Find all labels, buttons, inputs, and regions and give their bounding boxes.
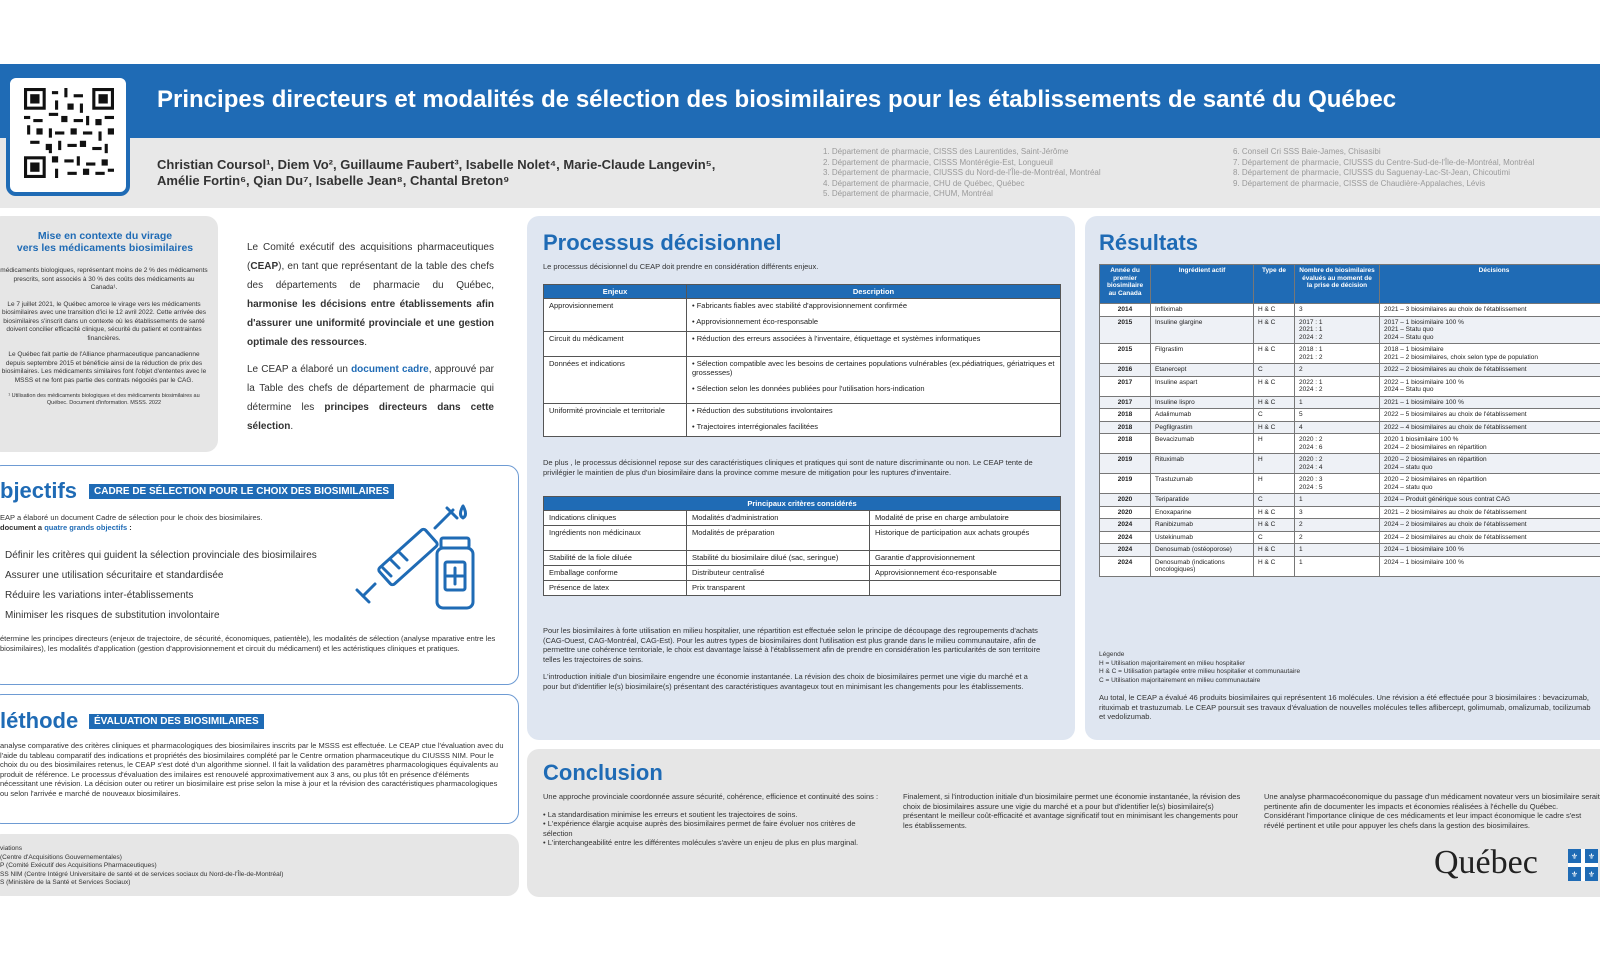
legend-item: Légende: [1099, 651, 1125, 658]
table-row: [1100, 506, 1600, 519]
affiliation: 1. Département de pharmacie, CISSS des Laurentides, Saint-Jérôme: [823, 147, 1069, 156]
intro-text-i: .: [290, 421, 294, 432]
objectif-item: Minimiser les risques de substitution involontaire: [5, 610, 220, 621]
decision-cell: 2020 1 biosimilaire 100 % 2024 – 2 biosimilaires en répartition: [1380, 434, 1600, 454]
table-row: [544, 566, 1061, 581]
ingredient-cell: Filgrastim: [1151, 344, 1254, 364]
decision-cell: 2021 – 3 biosimilaires au choix de l'établissement: [1380, 304, 1600, 317]
enjeu-cell: Approvisionnement: [544, 299, 687, 332]
processus-bottom-para-2: L'introduction initiale d'un biosimilaire engendre une économie instantanée. La révision des choix de biosimilaires permet une vigie du marché et a pour but d'identifier le(s) biosimilaire(s) présentant des caractéristiques avantageux tout en minimisant les changements pour les établissements.: [543, 672, 1028, 691]
conclusion-intro: Une approche provinciale coordonnée assure sécurité, cohérence, efficience et continuité des soins :: [543, 792, 879, 801]
decision-cell: 2022 – 2 biosimilaires au choix de l'établissement: [1380, 364, 1600, 377]
criteres-header: Principaux critères considérés: [544, 497, 1061, 511]
count-cell: 4: [1295, 421, 1380, 434]
critere-cell: Approvisionnement éco-responsable: [870, 566, 1061, 581]
decision-cell: 2022 – 1 biosimilaire 100 % 2024 – Statu quo: [1380, 376, 1600, 396]
abbreviations-list: [0, 845, 505, 888]
col-header-annee: Année du premier biosimilaire au Canada: [1100, 265, 1151, 304]
ingredient-cell: Insuline lispro: [1151, 396, 1254, 409]
affiliation: 2. Département de pharmacie, CISSS Montérégie-Est, Longueuil: [823, 157, 1053, 167]
decision-cell: 2018 – 1 biosimilaire 2021 – 2 biosimilaires, choix selon type de population: [1380, 344, 1600, 364]
table-row: [1100, 421, 1600, 434]
type-cell: H: [1254, 454, 1295, 474]
abbreviation-item: viations: [0, 845, 23, 852]
table-row: [544, 581, 1061, 596]
intro-text-f: Le CEAP a élaboré un: [247, 364, 352, 375]
table-row: [1100, 544, 1600, 557]
col-header-nombre: Nombre de biosimilaires évalués au moment de la prise de décision: [1295, 265, 1380, 304]
methode-title: léthode: [0, 708, 79, 733]
decision-cell: 2021 – 2 biosimilaires au choix de l'établissement: [1380, 506, 1600, 519]
objectifs-list: [5, 546, 317, 626]
type-cell: H & C: [1254, 396, 1295, 409]
table-row: [544, 357, 1061, 404]
table-row: [1100, 316, 1600, 344]
critere-cell: Garantie d'approvisionnement: [870, 551, 1061, 566]
year-cell: 2020: [1100, 506, 1151, 519]
description-line: • Sélection selon les données publiées pour l'utilisation hors-indication: [692, 384, 925, 393]
type-cell: H & C: [1254, 506, 1295, 519]
resultats-body: [1100, 304, 1600, 577]
conclusion-col-3: Une analyse pharmacoéconomique du passage d'un médicament novateur vers un biosimilaire serait pertinente afin de documenter les impacts et économies réalisées à l'échelle du Québec. Considérant l'importance clinique de ces médicaments et leur impact économique le cadre s'est révélé pertinent et utile pour appuyer les chefs dans la gestion des biosimilaires.: [1264, 792, 1600, 830]
intro-para-1: [247, 238, 494, 352]
critere-cell: Modalité de prise en charge ambulatoire: [870, 511, 1061, 526]
affiliation: 5. Département de pharmacie, CHUM, Montréal: [823, 189, 993, 198]
critere-cell: Historique de participation aux achats groupés: [870, 526, 1061, 551]
year-cell: 2020: [1100, 494, 1151, 507]
table-row: [1100, 519, 1600, 532]
resultats-title: Résultats: [1099, 230, 1199, 255]
criteres-table: [543, 496, 1061, 596]
conclusion-bullet: • La standardisation minimise les erreurs et soutient les trajectoires de soins.: [543, 809, 798, 819]
context-para-2: Le 7 juillet 2021, le Québec amorce le virage vers les médicaments biosimilaires avec une transition d'ici le 12 avril 2022. Cette arrivée des biosimilaires s'inscrit dans un contexte où les établissements de santé doivent concilier efficacité clinique, sécurité du patient et contraintes financières.: [2, 300, 206, 342]
methode-text: analyse comparative des critères cliniques et pharmacologiques des biosimilaires inscrits par le MSSS est effectuée. Le CEAP ctue l'évaluation avec du l'aide du tableau comparatif des indications et propriétés des biosimilaires complété par le Centre ormation pharmaceutique du CIUSSS NIM. Pour le choix du ou des biosimilaires retenus, le CEAP s'est doté d'un algorithme sionnel. Il fait la validation des paramètres pharmacologiques équivalents au produit de référence. Le processus d'évaluation des imilaires est renouvelé approximativement aux 3 ans, ou plus tôt en présence d'éléments nécessitant une révision. La décision outer ou retirer un biosimilaire est prise selon la mise à jour et la révision des caractéristiques pharmacologiques ou selon l'arrivée e marché de nouveaux biosimilaires.: [0, 741, 504, 798]
resultats-summary: Au total, le CEAP a évalué 46 produits biosimilaires qui représentent 16 molécules. Une révision a été effectuée pour 3 biosimilaires : bevacizumab, rituximab et trastuzumab. Le CEAP poursuit ses travaux d'évaluation de nouvelles molécules telles aflibercept, golimumab, omalizumab, tocilizumab et vedolizumab.: [1099, 693, 1591, 722]
enjeu-cell: Circuit du médicament: [544, 332, 687, 357]
table-row: [1100, 474, 1600, 494]
year-cell: 2019: [1100, 474, 1151, 494]
count-cell: 1: [1295, 494, 1380, 507]
count-cell: 1: [1295, 544, 1380, 557]
description-line: • Sélection compatible avec les besoins de certaines populations vulnérables (ex.pédiatriques, gériatriques et grossesses): [692, 359, 1055, 377]
count-cell: 2017 : 1 2021 : 1 2024 : 2: [1295, 316, 1380, 344]
decision-cell: 2020 – 2 biosimilaires en répartition 2024 – statu quo: [1380, 474, 1600, 494]
table-row: [544, 526, 1061, 551]
type-cell: H & C: [1254, 519, 1295, 532]
year-cell: 2018: [1100, 409, 1151, 422]
enjeux-header: Enjeux: [544, 285, 687, 299]
table-row: [1100, 304, 1600, 317]
count-cell: 5: [1295, 409, 1380, 422]
legend-item: C = Utilisation majoritairement en milieu communautaire: [1099, 676, 1261, 684]
ingredient-cell: Insuline glargine: [1151, 316, 1254, 344]
decision-cell: 2022 – 5 biosimilaires au choix de l'établissement: [1380, 409, 1600, 422]
ingredient-cell: Teriparatide: [1151, 494, 1254, 507]
year-cell: 2017: [1100, 376, 1151, 396]
context-para-3: Le Québec fait partie de l'Alliance pharmaceutique pancanadienne depuis septembre 2015 et bénéficie ainsi de la réduction de prix des biosimilaires. Les médicaments similaires font l'objet d'ententes avec le MSSS et ne font pas partie des contrats négociés par le CAG.: [1, 351, 207, 384]
type-cell: H & C: [1254, 316, 1295, 344]
type-cell: H & C: [1254, 376, 1295, 396]
year-cell: 2015: [1100, 316, 1151, 344]
description-cell: [687, 357, 1061, 404]
description-line: • Approvisionnement éco-responsable: [692, 317, 819, 326]
enjeu-cell: Données et indications: [544, 357, 687, 404]
objectifs-line-2b: quatre grands objectifs: [44, 522, 128, 532]
year-cell: 2024: [1100, 531, 1151, 544]
qr-code-frame[interactable]: [6, 74, 130, 196]
quebec-logo-wordmark: Québec: [1434, 844, 1538, 881]
type-cell: C: [1254, 364, 1295, 377]
year-cell: 2015: [1100, 344, 1151, 364]
poster-title: Principes directeurs et modalités de sélection des biosimilaires pour les établissements de santé du Québec: [157, 86, 1397, 113]
table-row: [1100, 556, 1600, 576]
affiliation: 9. Département de pharmacie, CISSS de Chaudière-Appalaches, Lévis: [1233, 178, 1486, 188]
description-line: • Réduction des substitutions involontaires: [692, 406, 833, 415]
context-body: [0, 267, 208, 407]
decision-cell: 2024 – 2 biosimilaires au choix de l'établissement: [1380, 531, 1600, 544]
table-row: [1100, 494, 1600, 507]
intro-text-a: Le Comité exécutif des acquisitions pharmaceutiques (: [247, 242, 494, 272]
legend-item: H = Utilisation majoritairement en milieu hospitalier: [1099, 659, 1246, 667]
objectifs-intro: [0, 513, 340, 532]
table-row: [544, 332, 1061, 357]
count-cell: 3: [1295, 304, 1380, 317]
conclusion-col-2: Finalement, si l'introduction initiale d'un biosimilaire permet une économie instantanée, la révision des choix de biosimilaires assure une vigie du marché et a pour but d'identifier le(s) biosimilaire(s) présentant le meilleur coût-efficacité et avantage significatif tout en minimisant les changements pour les établissements.: [903, 792, 1241, 830]
critere-cell: Indications cliniques: [544, 511, 687, 526]
abbreviation-item: (Centre d'Acquisitions Gouvernementales): [0, 853, 122, 861]
objectifs-line-2c: :: [127, 522, 132, 532]
ingredient-cell: Enoxaparine: [1151, 506, 1254, 519]
intro-text-b: CEAP: [250, 261, 279, 272]
ingredient-cell: Trastuzumab: [1151, 474, 1254, 494]
count-cell: 2018 : 1 2021 : 2: [1295, 344, 1380, 364]
table-row: [1100, 409, 1600, 422]
abbreviation-item: SS NIM (Centre Intégré Universitaire de santé et de services sociaux du Nord-de-l'Île-de-Montréal): [0, 870, 284, 878]
ingredient-cell: Adalimumab: [1151, 409, 1254, 422]
context-title: [0, 230, 210, 254]
table-row: [544, 299, 1061, 332]
objectif-item: Réduire les variations inter-établissements: [5, 590, 194, 601]
description-cell: [687, 299, 1061, 332]
table-row: [1100, 434, 1600, 454]
conclusion-bullet: • L'interchangeabilité entre les différentes molécules s'avère un enjeu de plus en plus marginal.: [543, 838, 859, 848]
count-cell: 2022 : 1 2024 : 2: [1295, 376, 1380, 396]
enjeux-table: [543, 284, 1061, 437]
year-cell: 2016: [1100, 364, 1151, 377]
count-cell: 2020 : 3 2024 : 5: [1295, 474, 1380, 494]
conclusion-col-1: [543, 792, 885, 848]
type-cell: H & C: [1254, 344, 1295, 364]
authors-line-1: Christian Coursol¹, Diem Vo², Guillaume Faubert³, Isabelle Nolet⁴, Marie-Claude Langevin⁵,: [157, 157, 716, 172]
critere-cell: Distributeur centralisé: [687, 566, 870, 581]
count-cell: 3: [1295, 506, 1380, 519]
ingredient-cell: Ustekinumab: [1151, 531, 1254, 544]
legend-item: H & C = Utilisation partagée entre milieu hospitalier et communautaire: [1099, 668, 1301, 675]
intro-text-d: harmonise les décisions entre établissements afin d'assurer une uniformité provinciale et une gestion optimale des ressources: [247, 299, 494, 348]
type-cell: H & C: [1254, 544, 1295, 557]
type-cell: C: [1254, 531, 1295, 544]
table-row: [544, 551, 1061, 566]
description-header: Description: [687, 285, 1061, 299]
critere-cell: Stabilité du biosimilaire dilué (sac, seringue): [687, 551, 870, 566]
intro-text-h: principes directeurs dans cette sélection: [247, 402, 494, 432]
conclusion-title: Conclusion: [543, 760, 663, 785]
intro-text-g: , approuvé par la Table des chefs de département de pharmacie qui détermine les: [247, 364, 494, 413]
svg-text:⚜: ⚜: [1570, 852, 1579, 861]
decision-cell: 2024 – 2 biosimilaires au choix de l'établissement: [1380, 519, 1600, 532]
methode-badge: ÉVALUATION DES BIOSIMILAIRES: [89, 714, 264, 729]
critere-cell: Stabilité de la fiole diluée: [544, 551, 687, 566]
count-cell: 2020 : 2 2024 : 4: [1295, 454, 1380, 474]
authors: [157, 157, 715, 189]
ingredient-cell: Etanercept: [1151, 364, 1254, 377]
critere-cell: Ingrédients non médicinaux: [544, 526, 687, 551]
abbreviation-item: P (Comité Exécutif des Acquisitions Pharmaceutiques): [0, 862, 157, 869]
intro-text-c: ), en tant que représentant de la table des chefs des départements de pharmacie du Québec,: [247, 261, 494, 291]
objectif-item: Définir les critères qui guident la sélection provinciale des biosimilaires: [5, 550, 317, 561]
year-cell: 2014: [1100, 304, 1151, 317]
ingredient-cell: Denosumab (ostéoporose): [1151, 544, 1254, 557]
col-header-decisions: Décisions: [1380, 265, 1600, 304]
decision-cell: 2021 – 1 biosimilaire 100 %: [1380, 396, 1600, 409]
authors-line-2: Amélie Fortin⁶, Qian Du⁷, Isabelle Jean⁸, Chantal Breton⁹: [157, 173, 510, 188]
ingredient-cell: Ranibizumab: [1151, 519, 1254, 532]
ingredient-cell: Bevacizumab: [1151, 434, 1254, 454]
decision-cell: 2022 – 4 biosimilaires au choix de l'établissement: [1380, 421, 1600, 434]
objectifs-badge: CADRE DE SÉLECTION POUR LE CHOIX DES BIOSIMILAIRES: [89, 484, 394, 499]
table-row: [544, 404, 1061, 437]
context-title-line-1: Mise en contexte du virage: [37, 230, 173, 242]
resultats-header-row: [1100, 265, 1600, 304]
year-cell: 2024: [1100, 556, 1151, 576]
ingredient-cell: Infliximab: [1151, 304, 1254, 317]
affiliation: 8. Département de pharmacie, CIUSSS du Saguenay-Lac-St-Jean, Chicoutimi: [1233, 168, 1511, 177]
intro-text-e: .: [364, 337, 368, 348]
criteres-header-row: [544, 497, 1061, 511]
description-cell: [687, 404, 1061, 437]
quebec-flag-icon: [1568, 849, 1598, 881]
critere-cell: [870, 581, 1061, 596]
processus-bottom-para-1: Pour les biosimilaires à forte utilisation en milieu hospitalier, une répartition est effectuée selon le principe de découpage des regroupements d'achats (CAG-Ouest, CAG-Montréal, CAG-Est). Pour les autres types de biosimilaires dont l'utilisation est plus grande dans le milieu communautaire, afin de permettre une cohérence territoriale, le choix est davantage laissé à l'établissement afin de prendre en considération les particularités de son territoire telles les trajectoires de soins.: [543, 626, 1041, 664]
processus-mid-text: De plus , le processus décisionnel repose sur des caractéristiques cliniques et pratiques qui sont de nature discriminante ou non. Le CEAP tente de privilégier le maintien de plus d'un biosimilaire dans la province comme mesure de mitigation pour les ruptures d'inventaire.: [543, 458, 1033, 477]
processus-intro: Le processus décisionnel du CEAP doit prendre en considération différents enjeux.: [543, 262, 819, 271]
objectifs-line-1: EAP a élaboré un document Cadre de sélection pour le choix des biosimilaires.: [0, 513, 263, 522]
objectifs-footer: étermine les principes directeurs (enjeux de trajectoire, de sécurité, économiques, patientèle), les modalités de sélection (analyse mparative entre les biosimilaires), les modalités d'application (gestion d'approvisionnement et circuit du médicament) et les actéristiques cliniques et pratiques.: [0, 634, 496, 653]
intro-para-2: [247, 360, 494, 436]
qr-code-icon: [24, 88, 114, 178]
affiliation: 6. Conseil Cri SSS Baie-James, Chisasibi: [1233, 147, 1381, 156]
context-title-line-2: vers les médicaments biosimilaires: [16, 242, 194, 254]
abbreviation-item: S (Ministère de la Santé et Services Sociaux): [0, 879, 131, 886]
table-row: [1100, 531, 1600, 544]
table-row: [1100, 396, 1600, 409]
table-row: [544, 511, 1061, 526]
type-cell: C: [1254, 494, 1295, 507]
affiliation: 7. Département de pharmacie, CIUSSS du Centre-Sud-de-l'Île-de-Montréal, Montréal: [1233, 157, 1535, 167]
svg-text:⚜: ⚜: [1587, 870, 1596, 879]
decision-cell: 2017 – 1 biosimilaire 100 % 2021 – Statu quo 2024 – Statu quo: [1380, 316, 1600, 344]
description-line: • Réduction des erreurs associées à l'inventaire, étiquettage et systèmes informatiques: [692, 334, 981, 343]
type-cell: H: [1254, 434, 1295, 454]
affiliation: 3. Département de pharmacie, CIUSSS du Nord-de-l'Île-de-Montréal, Montréal: [823, 168, 1101, 177]
year-cell: 2018: [1100, 434, 1151, 454]
type-cell: H: [1254, 474, 1295, 494]
document-cadre-link[interactable]: document cadre: [351, 364, 429, 375]
affiliations-right: [1233, 147, 1534, 189]
type-cell: H & C: [1254, 556, 1295, 576]
ingredient-cell: Denosumab (indications oncologiques): [1151, 556, 1254, 576]
decision-cell: 2024 – 1 biosimilaire 100 %: [1380, 544, 1600, 557]
critere-cell: Présence de latex: [544, 581, 687, 596]
col-header-ingredient: Ingrédient actif: [1151, 265, 1254, 304]
ingredient-cell: Rituximab: [1151, 454, 1254, 474]
processus-bottom-text: [543, 626, 1043, 692]
decision-cell: 2024 – 1 biosimilaire 100 %: [1380, 556, 1600, 576]
count-cell: 2020 : 2 2024 : 6: [1295, 434, 1380, 454]
description-line: • Fabricants fiables avec stabilité d'approvisionnement confirmée: [692, 301, 907, 310]
type-cell: C: [1254, 409, 1295, 422]
year-cell: 2024: [1100, 519, 1151, 532]
type-cell: H & C: [1254, 421, 1295, 434]
svg-text:⚜: ⚜: [1570, 870, 1579, 879]
type-cell: H & C: [1254, 304, 1295, 317]
resultats-legend: [1099, 651, 1300, 685]
affiliations-left: [823, 147, 1101, 200]
year-cell: 2018: [1100, 421, 1151, 434]
year-cell: 2019: [1100, 454, 1151, 474]
count-cell: 1: [1295, 396, 1380, 409]
ingredient-cell: Pegfilgrastim: [1151, 421, 1254, 434]
intro-text: [247, 238, 494, 436]
syringe-vial-icon: [355, 498, 480, 616]
affiliation: 4. Département de pharmacie, CHU de Québec, Québec: [823, 178, 1025, 188]
enjeu-cell: Uniformité provinciale et territoriale: [544, 404, 687, 437]
table-row: [1100, 364, 1600, 377]
critere-cell: Emballage conforme: [544, 566, 687, 581]
description-cell: [687, 332, 1061, 357]
resultats-table: [1099, 264, 1600, 577]
context-footnote: ¹ Utilisation des médicaments biologiques et des médicaments biosimilaires au Québec. Document d'information. MSSS. 2022: [8, 393, 200, 406]
year-cell: 2017: [1100, 396, 1151, 409]
count-cell: 2: [1295, 531, 1380, 544]
ingredient-cell: Insuline aspart: [1151, 376, 1254, 396]
objectif-item: Assurer une utilisation sécuritaire et standardisée: [5, 570, 224, 581]
count-cell: 2: [1295, 519, 1380, 532]
description-line: • Trajectoires interrégionales facilitées: [692, 422, 819, 431]
processus-title: Processus décisionnel: [543, 230, 782, 255]
critere-cell: Prix transparent: [687, 581, 870, 596]
objectifs-line-2: [0, 523, 340, 533]
enjeux-header-row: [544, 285, 1061, 299]
conclusion-bullet: • L'expérience élargie acquise auprès des biosimilaires permet de faire évoluer nos critères de sélection: [543, 819, 856, 838]
objectifs-title: bjectifs: [0, 478, 78, 503]
table-row: [1100, 344, 1600, 364]
count-cell: 2: [1295, 364, 1380, 377]
critere-cell: Modalités de préparation: [687, 526, 870, 551]
table-row: [1100, 376, 1600, 396]
objectifs-line-2a: document a: [0, 522, 45, 532]
decision-cell: 2020 – 2 biosimilaires en répartition 2024 – statu quo: [1380, 454, 1600, 474]
count-cell: 1: [1295, 556, 1380, 576]
decision-cell: 2024 – Produit générique sous contrat CAG: [1380, 494, 1600, 507]
svg-text:⚜: ⚜: [1587, 852, 1596, 861]
context-para-1: médicaments biologiques, représentant moins de 2 % des médicaments prescrits, sont associés à 30 % des coûts des médicaments au Canada¹.: [0, 267, 208, 291]
col-header-type: Type de: [1254, 265, 1295, 304]
year-cell: 2024: [1100, 544, 1151, 557]
critere-cell: Modalités d'administration: [687, 511, 870, 526]
table-row: [1100, 454, 1600, 474]
